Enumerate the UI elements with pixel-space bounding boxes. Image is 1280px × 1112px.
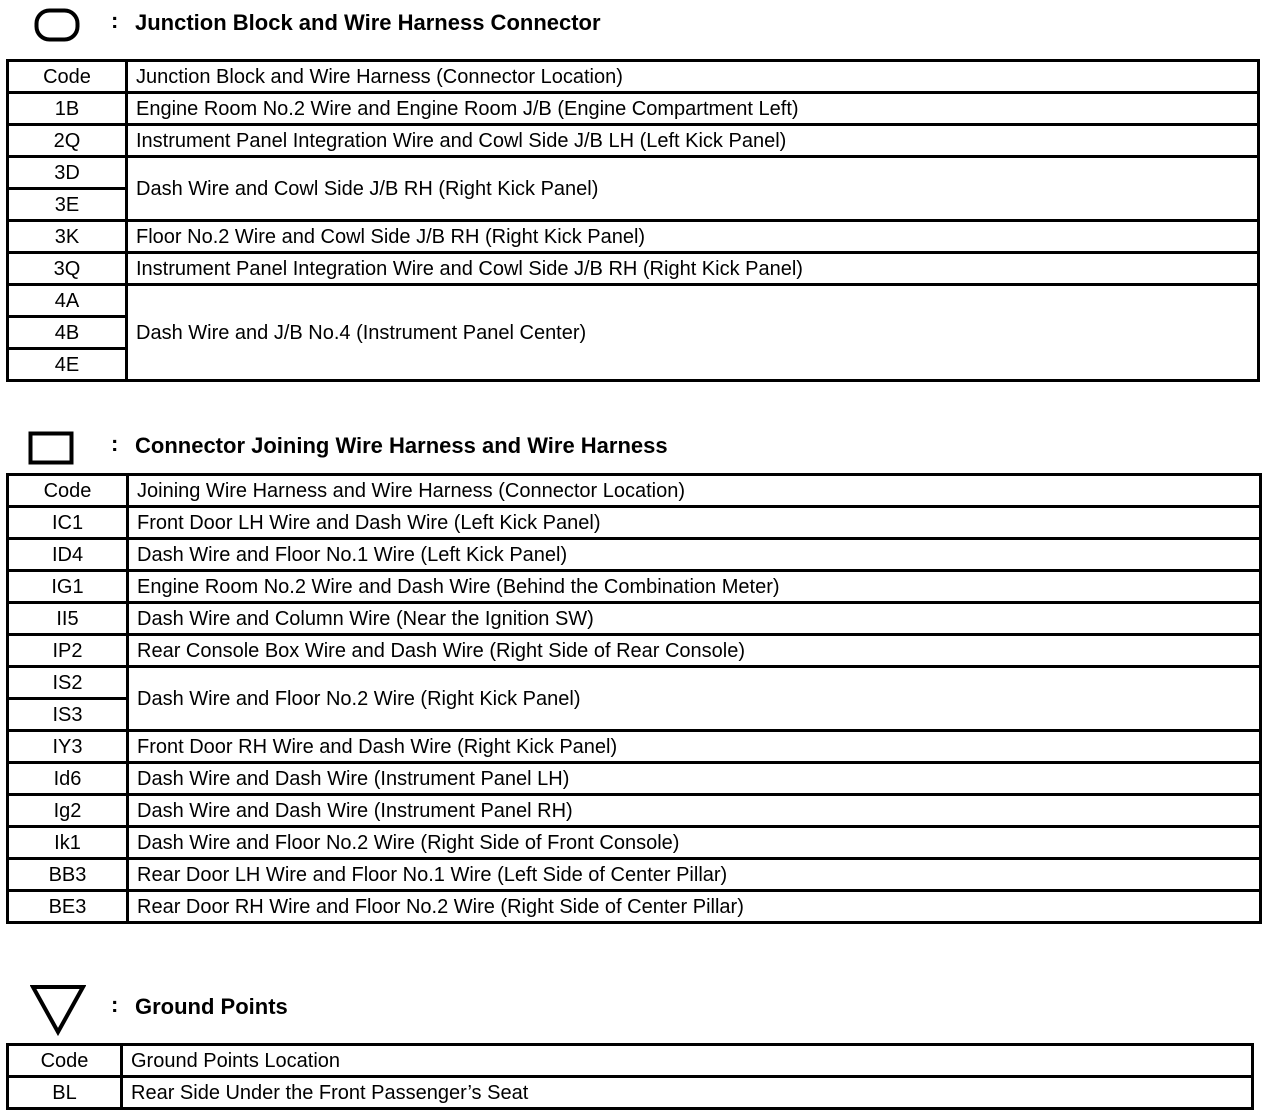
table-row [8,539,1261,571]
heading-colon: : [111,431,119,456]
table-row [8,571,1261,603]
code-cell: 4E [8,349,127,381]
code-cell: IP2 [8,635,128,667]
header-description: Junction Block and Wire Harness (Connector Location) [127,61,1259,93]
description-cell: Dash Wire and J/B No.4 (Instrument Panel Center) [127,285,1259,381]
description-cell: Front Door LH Wire and Dash Wire (Left Kick Panel) [128,507,1261,539]
code-cell: BB3 [8,859,128,891]
section-title: Junction Block and Wire Harness Connector [135,10,601,35]
description-cell: Rear Side Under the Front Passenger’s Seat [122,1077,1253,1109]
description-cell: Engine Room No.2 Wire and Engine Room J/B (Engine Compartment Left) [127,93,1259,125]
rounded-rect-icon [34,8,80,42]
description-cell: Rear Console Box Wire and Dash Wire (Right Side of Rear Console) [128,635,1261,667]
description-cell: Dash Wire and Floor No.2 Wire (Right Kick Panel) [128,667,1261,731]
joining-connector-table [6,473,1262,924]
description-cell: Instrument Panel Integration Wire and Cowl Side J/B LH (Left Kick Panel) [127,125,1259,157]
code-cell: IC1 [8,507,128,539]
table-row [8,763,1261,795]
code-cell: IG1 [8,571,128,603]
code-cell: II5 [8,603,128,635]
junction-block-table [6,59,1260,382]
section-title: Ground Points [135,994,288,1019]
table-row [8,253,1259,285]
description-cell: Front Door RH Wire and Dash Wire (Right Kick Panel) [128,731,1261,763]
table-row [8,859,1261,891]
code-cell: IS2 [8,667,128,699]
description-cell: Dash Wire and Floor No.1 Wire (Left Kick Panel) [128,539,1261,571]
code-cell: BL [8,1077,122,1109]
table-header-row [8,1045,1253,1077]
description-cell: Dash Wire and Dash Wire (Instrument Panel LH) [128,763,1261,795]
description-cell: Instrument Panel Integration Wire and Cowl Side J/B RH (Right Kick Panel) [127,253,1259,285]
table-row [8,157,1259,189]
table-row [8,221,1259,253]
table-row [8,93,1259,125]
code-cell: IY3 [8,731,128,763]
header-description: Joining Wire Harness and Wire Harness (Connector Location) [128,475,1261,507]
table-row [8,635,1261,667]
code-cell: 4B [8,317,127,349]
table-row [8,795,1261,827]
code-cell: Ik1 [8,827,128,859]
table-row [8,507,1261,539]
code-cell: BE3 [8,891,128,923]
ground-points-table [6,1043,1254,1110]
header-code: Code [8,1045,122,1077]
section-heading-ground-points [0,984,1280,1024]
code-cell: 3D [8,157,127,189]
table-header-row [8,61,1259,93]
code-cell: 1B [8,93,127,125]
description-cell: Engine Room No.2 Wire and Dash Wire (Behind the Combination Meter) [128,571,1261,603]
code-cell: Id6 [8,763,128,795]
code-cell: IS3 [8,699,128,731]
description-cell: Dash Wire and Dash Wire (Instrument Panel RH) [128,795,1261,827]
header-code: Code [8,475,128,507]
rectangle-icon [28,431,74,465]
section-heading-joining-connector [0,425,1280,465]
description-cell: Dash Wire and Floor No.2 Wire (Right Side of Front Console) [128,827,1261,859]
table-row [8,667,1261,699]
triangle-down-icon [30,984,86,1036]
header-code: Code [8,61,127,93]
table-header-row [8,475,1261,507]
header-description: Ground Points Location [122,1045,1253,1077]
section-heading-junction-block [0,2,1280,42]
table-row [8,285,1259,317]
table-row [8,827,1261,859]
description-cell: Dash Wire and Cowl Side J/B RH (Right Kick Panel) [127,157,1259,221]
table-row [8,891,1261,923]
description-cell: Floor No.2 Wire and Cowl Side J/B RH (Right Kick Panel) [127,221,1259,253]
description-cell: Rear Door LH Wire and Floor No.1 Wire (Left Side of Center Pillar) [128,859,1261,891]
table-row [8,1077,1253,1109]
code-cell: 3E [8,189,127,221]
table-row [8,603,1261,635]
code-cell: ID4 [8,539,128,571]
section-title: Connector Joining Wire Harness and Wire Harness [135,433,668,458]
heading-colon: : [111,992,119,1017]
description-cell: Dash Wire and Column Wire (Near the Ignition SW) [128,603,1261,635]
code-cell: 3Q [8,253,127,285]
heading-colon: : [111,8,119,33]
code-cell: 2Q [8,125,127,157]
description-cell: Rear Door RH Wire and Floor No.2 Wire (Right Side of Center Pillar) [128,891,1261,923]
code-cell: Ig2 [8,795,128,827]
table-row [8,125,1259,157]
code-cell: 4A [8,285,127,317]
table-row [8,731,1261,763]
code-cell: 3K [8,221,127,253]
